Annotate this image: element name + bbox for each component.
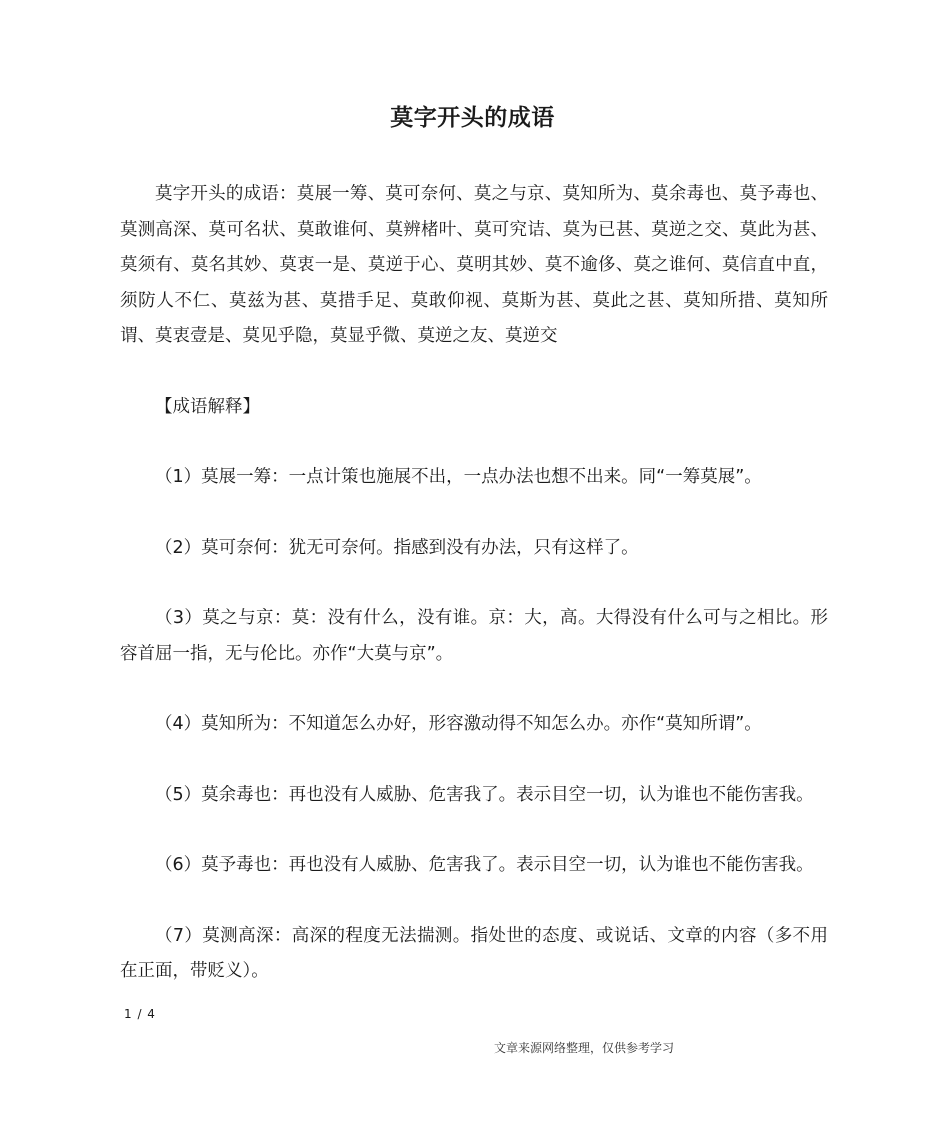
document-body xyxy=(120,177,828,990)
footer-note: 文章来源网络整理，仅供参考学习 xyxy=(494,1041,675,1055)
idiom-entry: （1）莫展一筹：一点计策也施展不出，一点办法也想不出来。同“一筹莫展”。 xyxy=(155,467,762,487)
document-title: 莫字开头的成语 xyxy=(390,105,555,131)
idiom-entry: （7）莫测高深：高深的程度无法揣测。指处世的态度、或说话、文章的内容（多不用在正面，带贬义）。 xyxy=(120,925,828,981)
idiom-entry: （6）莫予毒也：再也没有人威胁、危害我了。表示目空一切，认为谁也不能伤害我。 xyxy=(155,855,814,875)
idiom-entry: （2）莫可奈何：犹无可奈何。指感到没有办法，只有这样了。 xyxy=(155,537,639,558)
idiom-entry: （3）莫之与京：莫：没有什么，没有谁。京：大，高。大得没有什么可与之相比。形容首屈一指，无与伦比。亦作“大莫与京”。 xyxy=(120,608,828,664)
section-heading: 【成语解释】 xyxy=(155,396,260,417)
intro-paragraph: 莫字开头的成语：莫展一筹、莫可奈何、莫之与京、莫知所为、莫余毒也、莫予毒也、莫测高深、莫可名状、莫敢谁何、莫辨楮叶、莫可究诘、莫为已甚、莫逆之交、莫此为甚、莫须有、莫名其妙、莫衷一是、莫逆于心、莫明其妙、莫不逾侈、莫之谁何、莫信直中直，须防人不仁、莫兹为甚、莫措手足、莫敢仰视、莫斯为甚、莫此之甚、莫知所措、莫知所谓、莫衷壹是、莫见乎隐，莫显乎微、莫逆之友、莫逆交 xyxy=(120,184,828,346)
idiom-entry: （5）莫余毒也：再也没有人威胁、危害我了。表示目空一切，认为谁也不能伤害我。 xyxy=(155,784,814,805)
page-number: 1 / 4 xyxy=(124,1007,156,1021)
idiom-entry: （4）莫知所为：不知道怎么办好，形容激动得不知怎么办。亦作“莫知所谓”。 xyxy=(155,714,762,734)
